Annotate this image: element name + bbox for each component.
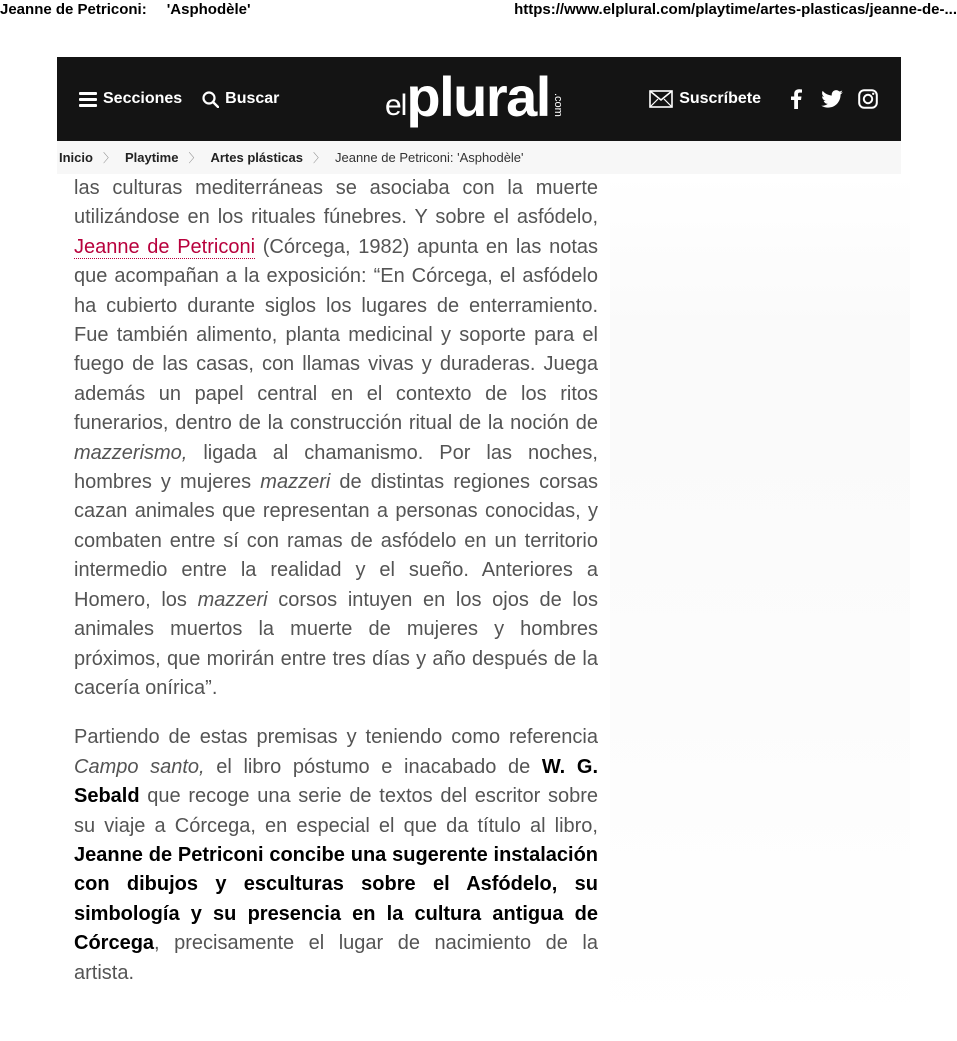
- text-run: el libro póstumo e inacabado de: [204, 755, 542, 778]
- nav-right: [649, 57, 879, 141]
- chevron-right-icon: 〉: [102, 151, 115, 165]
- article-body: [74, 174, 598, 988]
- breadcrumb-item-playtime[interactable]: Playtime: [124, 150, 179, 165]
- logo-plural: plural: [406, 65, 550, 128]
- chevron-right-icon: 〉: [188, 151, 201, 165]
- breadcrumb-item-artes-plasticas[interactable]: Artes plásticas: [210, 150, 303, 165]
- text-run: corsos intuyen en los ojos de los animales muertos la muerte de mujeres y hombres próximos, que morirán entre tres días y año después de la cacería onírica”.: [74, 588, 598, 699]
- sidebar-placeholder: [610, 174, 910, 1034]
- print-header: [0, 0, 957, 22]
- text-run: ligada al chamanismo. Por las noches, hombres y mujeres: [74, 441, 598, 494]
- sections-label: Secciones: [103, 90, 183, 107]
- subscribe-label: Suscríbete: [679, 90, 761, 107]
- search-icon: [202, 91, 219, 108]
- article-paragraph: [74, 723, 598, 988]
- hamburger-icon: [79, 92, 97, 106]
- search-label: Buscar: [225, 90, 280, 107]
- artist-link[interactable]: Jeanne de Petriconi: [74, 235, 256, 258]
- strong-text: Jeanne de Petriconi concibe una sugerente instalación con dibujos y esculturas sobre el Asfódelo, su simbología y su presencia en la cultura antigua de Córcega: [74, 843, 598, 955]
- twitter-icon[interactable]: [821, 88, 843, 110]
- site-navbar: [57, 57, 901, 141]
- breadcrumb-current: Jeanne de Petriconi: 'Asphodèle': [334, 150, 524, 165]
- emphasis-text: mazzerismo,: [74, 441, 188, 464]
- breadcrumb: [57, 141, 901, 174]
- print-title-part2: 'Asphodèle': [166, 1, 251, 18]
- text-run: de distintas regiones corsas cazan animales que representan a personas conocidas, y combaten entre sí con ramas de asfódelo en un territorio intermedio entre la realidad y el sueño. Anteriores a Homero, los: [74, 471, 599, 611]
- article-paragraph: [74, 174, 598, 703]
- logo-com: .com: [551, 93, 564, 117]
- print-url: https://www.elplural.com/playtime/artes-plasticas/jeanne-de-...: [514, 1, 957, 18]
- facebook-icon[interactable]: [785, 88, 807, 110]
- text-run: las culturas mediterráneas se asociaba con la muerte utilizándose en los rituales fúnebres. Y sobre el asfódelo,: [74, 177, 598, 229]
- emphasis-text: mazzeri: [260, 471, 331, 494]
- logo-el: el: [385, 89, 407, 122]
- site-logo[interactable]: [385, 67, 564, 131]
- strong-text: W. G. Sebald: [74, 755, 598, 808]
- subscribe-button[interactable]: [649, 90, 761, 108]
- text-run: que recoge una serie de textos del escritor sobre su viaje a Córcega, en especial el que da título al libro,: [74, 785, 598, 837]
- search-button[interactable]: [202, 90, 279, 108]
- nav-left: [79, 57, 279, 141]
- sections-menu-button[interactable]: [79, 90, 182, 108]
- chevron-right-icon: 〉: [312, 151, 325, 165]
- emphasis-text: Campo santo,: [74, 755, 205, 778]
- text-run: (Córcega, 1982) apunta en las notas que acompañan a la exposición: “En Córcega, el asfódelo ha cubierto durante siglos los lugares de enterramiento. Fue también alimento, planta medicinal y soporte para el fuego de las casas, con llamas vivas y duraderas. Juega además un papel central en el contexto de los ritos funerarios, dentro de la construcción ritual de la noción de: [74, 235, 598, 435]
- print-title: [0, 1, 251, 18]
- print-title-part1: Jeanne de Petriconi:: [0, 1, 147, 18]
- emphasis-text: mazzeri: [197, 588, 268, 611]
- envelope-icon: [649, 90, 673, 108]
- text-run: Partiendo de estas premisas y teniendo como referencia: [74, 726, 598, 749]
- text-run: , precisamente el lugar de nacimiento de la artista.: [74, 932, 598, 984]
- instagram-icon[interactable]: [857, 88, 879, 110]
- breadcrumb-item-inicio[interactable]: Inicio: [59, 150, 93, 165]
